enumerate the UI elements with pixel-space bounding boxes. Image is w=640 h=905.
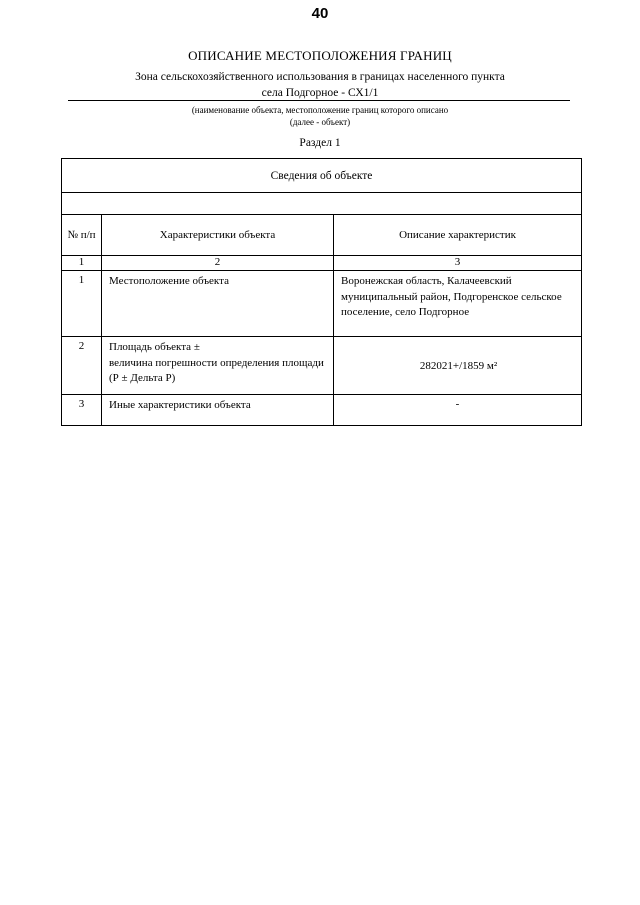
subtitle-line-1: Зона сельскохозяйственного использования в границах населенного пункта [135,71,505,83]
table-row [62,337,582,395]
row-description: Воронежская область, Калачеевский муниципальный район, Подгоренское сельское поселение, село Подгорное [334,271,582,337]
row-characteristic [102,337,334,395]
column-number: 1 [62,256,102,271]
title-underline [68,100,570,101]
row-num: 3 [62,395,102,426]
column-header-row [62,215,582,256]
table-header-row [62,159,582,193]
row-description: - [334,395,582,426]
section-heading: Раздел 1 [299,137,341,149]
table-blank-row [62,193,582,215]
column-number-row [62,256,582,271]
blank-cell [62,193,582,215]
object-info-table [61,158,582,426]
object-caption [0,104,640,128]
column-number: 2 [102,256,334,271]
document-subtitle [0,69,640,101]
table-header: Сведения об объекте [62,159,582,193]
row-num: 2 [62,337,102,395]
row-characteristic-line-1: Площадь объекта ± [109,341,200,353]
document-title: ОПИСАНИЕ МЕСТОПОЛОЖЕНИЯ ГРАНИЦ [188,48,452,63]
row-description: 282021+/1859 м² [334,337,582,395]
page-number: 40 [311,5,329,22]
column-number: 3 [334,256,582,271]
column-header-num: № п/п [62,215,102,256]
table-row [62,271,582,337]
row-characteristic: Местоположение объекта [102,271,334,337]
caption-line-2: (далее - объект) [289,117,351,127]
column-header-description: Описание характеристик [334,215,582,256]
row-characteristic-line-2: величина погрешности определения площади (Р ± Дельта Р) [109,356,324,384]
subtitle-line-2: села Подгорное - СХ1/1 [261,87,379,99]
caption-line-1: (наименование объекта, местоположение границ которого описано [191,105,449,115]
column-header-characteristic: Характеристики объекта [102,215,334,256]
row-num: 1 [62,271,102,337]
table-row [62,395,582,426]
row-characteristic: Иные характеристики объекта [102,395,334,426]
